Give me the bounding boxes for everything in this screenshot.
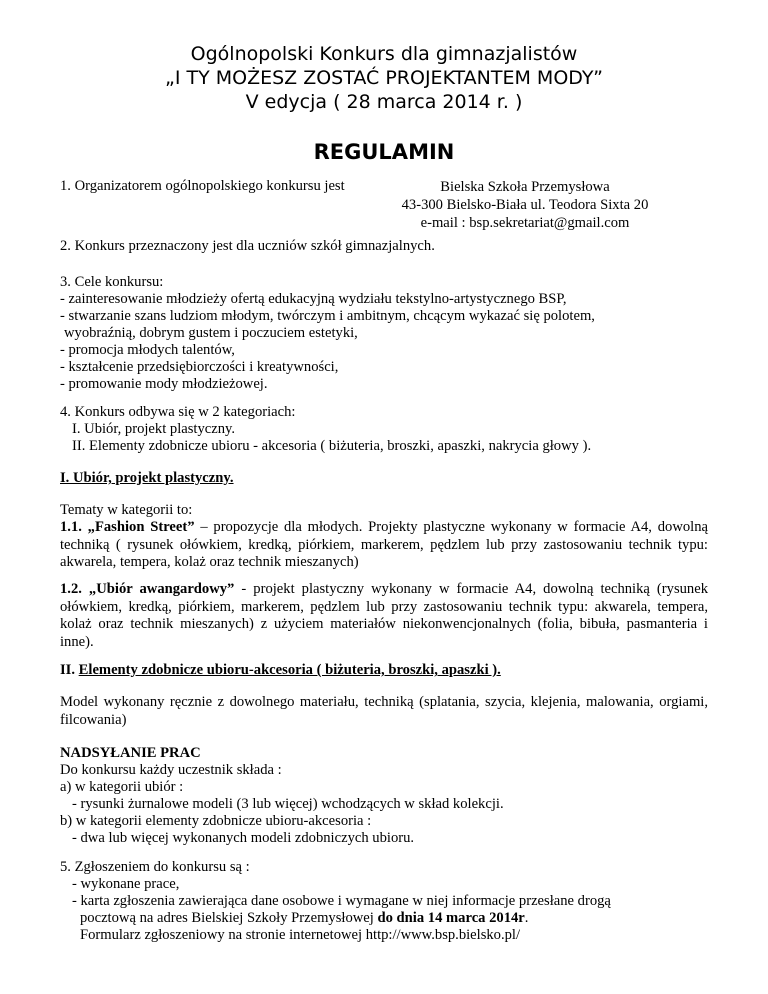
theme-1-2-text: - projekt plastyczny wykonany w formacie A4, dowolną techniką (rysunek ołówkiem, kredką, piórkiem, markerem, pędzlem lub przy zastosowaniu technik typu: akwarela, tempera, kolaż oraz technik mieszanych) z użyciem materiałów niekonwencjonalnych (folia, bibuła, pasmanteria i inne). xyxy=(60,581,708,650)
category-2-heading-row xyxy=(60,662,501,679)
organizer-name: Bielska Szkoła Przemysłowa xyxy=(440,179,610,195)
document-title: REGULAMIN xyxy=(313,140,455,164)
category-2-prefix: II. xyxy=(60,662,79,678)
section-3-line: - promocja młodych talentów, xyxy=(60,342,235,358)
section-3-line: - kształcenie przedsiębiorczości i kreatywności, xyxy=(60,359,339,375)
section-2-text: 2. Konkurs przeznaczony jest dla uczniów szkół gimnazjalnych. xyxy=(60,238,435,254)
submission-line: - dwa lub więcej wykonanych modeli zdobniczych ubioru. xyxy=(72,830,415,846)
section-4-line: 4. Konkurs odbywa się w 2 kategoriach: xyxy=(60,404,296,420)
submission-deadline: do dnia 14 marca 2014r xyxy=(377,910,525,926)
section-5-address-text: pocztową na adres Bielskiej Szkoły Przemysłowej xyxy=(80,910,378,926)
category-2-text: Model wykonany ręcznie z dowolnego materiału, techniką (splatania, szycia, klejenia, malowania, orgiami, filcowania) xyxy=(60,694,708,728)
document-header xyxy=(0,42,768,114)
section-4-line: II. Elementy zdobnicze ubioru - akcesoria ( biżuteria, broszki, apaszki, nakrycia głowy ). xyxy=(72,438,592,454)
contest-name: Ogólnopolski Konkurs dla gimnazjalistów xyxy=(190,43,578,65)
section-3-line: wyobraźnią, dobrym gustem i poczuciem estetyki, xyxy=(64,325,358,341)
section-1-text: 1. Organizatorem ogólnopolskiego konkursu jest xyxy=(60,178,345,194)
section-5-line: - karta zgłoszenia zawierająca dane osobowe i wymagane w niej informacje przesłane drogą xyxy=(72,893,611,909)
theme-1-1-text: – propozycje dla młodych. Projekty plastyczne wykonany w formacie A4, dowolną techniką ( rysunek ołówkiem, kredką, piórkiem, markerem, pędzlem lub przy zastosowaniu technik typu: akwarela, tempera, kolaż oraz technik mieszanych) xyxy=(60,519,708,570)
organizer-email: e-mail : bsp.sekretariat@gmail.com xyxy=(420,215,630,231)
submission-heading: NADSYŁANIE PRAC xyxy=(60,745,201,761)
submission-line: Do konkursu każdy uczestnik składa : xyxy=(60,762,282,778)
section-5-line: 5. Zgłoszeniem do konkursu są : xyxy=(60,859,250,875)
category-1-intro: Tematy w kategorii to: xyxy=(60,502,193,518)
category-2-heading: Elementy zdobnicze ubioru-akcesoria ( biżuteria, broszki, apaszki ). xyxy=(78,662,501,678)
category-1-heading: I. Ubiór, projekt plastyczny. xyxy=(60,470,234,486)
contest-motto: „I TY MOŻESZ ZOSTAĆ PROJEKTANTEM MODY” xyxy=(164,67,603,89)
section-3-line: - zainteresowanie młodzieży ofertą edukacyjną wydziału tekstylno-artystycznego BSP, xyxy=(60,291,567,307)
section-3-line: 3. Cele konkursu: xyxy=(60,274,164,290)
section-5-line xyxy=(80,910,528,927)
submission-line: b) w kategorii elementy zdobnicze ubioru-akcesoria : xyxy=(60,813,372,829)
theme-1-2 xyxy=(60,581,708,651)
theme-1-1-label: 1.1. „Fashion Street” xyxy=(60,519,195,535)
section-5-period: . xyxy=(524,910,529,926)
submission-line: - rysunki żurnalowe modeli (3 lub więcej) wchodzących w skład kolekcji. xyxy=(72,796,504,812)
theme-1-1 xyxy=(60,519,708,572)
organizer-block xyxy=(390,178,660,232)
theme-1-2-label: 1.2. „Ubiór awangardowy” xyxy=(60,581,235,597)
section-3-line: - promowanie mody młodzieżowej. xyxy=(60,376,268,392)
section-3-line: - stwarzanie szans ludziom młodym, twórczym i ambitnym, chcącym wykazać się polotem, xyxy=(60,308,595,324)
section-5-line: - wykonane prace, xyxy=(72,876,180,892)
organizer-address: 43-300 Bielsko-Biała ul. Teodora Sixta 20 xyxy=(401,197,649,213)
submission-line: a) w kategorii ubiór : xyxy=(60,779,184,795)
section-4-line: I. Ubiór, projekt plastyczny. xyxy=(72,421,236,437)
contest-edition: V edycja ( 28 marca 2014 r. ) xyxy=(245,91,523,113)
section-5-form-link-line: Formularz zgłoszeniowy na stronie internetowej http://www.bsp.bielsko.pl/ xyxy=(80,927,521,943)
